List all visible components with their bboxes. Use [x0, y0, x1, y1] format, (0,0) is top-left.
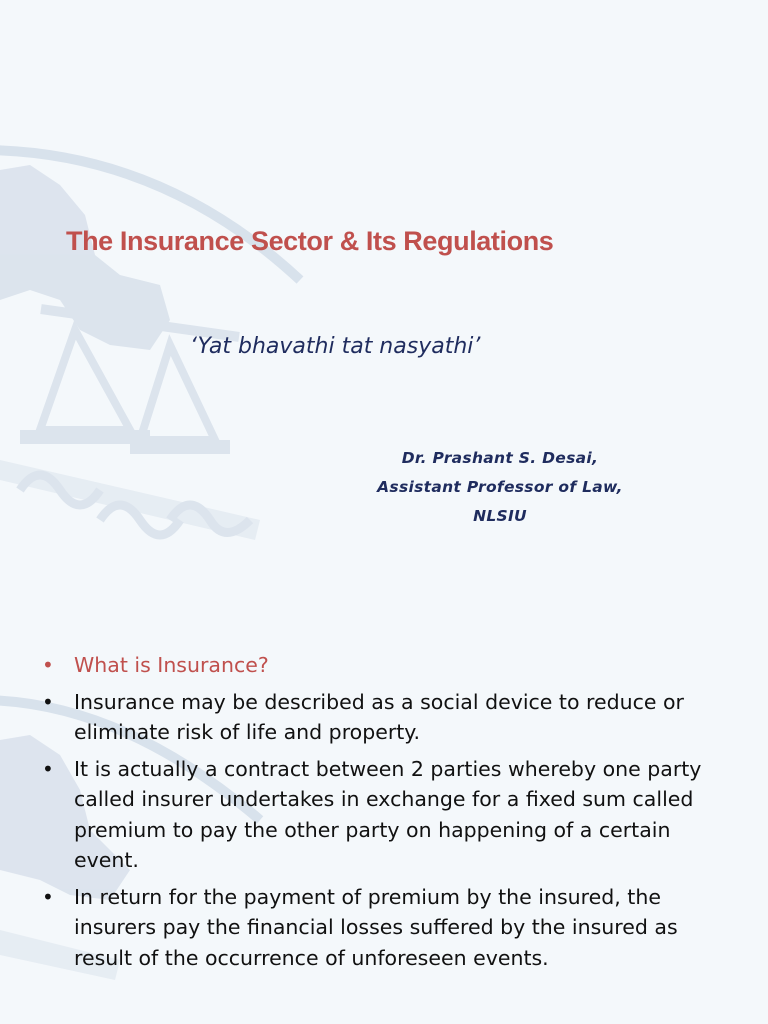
bullet-item-heading	[40, 650, 740, 681]
author-institution: NLSIU	[473, 507, 527, 525]
slide-title: The Insurance Sector & Its Regulations	[66, 226, 554, 256]
bullet-text: Insurance may be described as a social device to reduce or eliminate risk of life and property.	[74, 689, 684, 744]
author-block	[330, 444, 670, 531]
author-name: Dr. Prashant S. Desai,	[401, 449, 599, 467]
bullet-icon: •	[42, 689, 54, 714]
bullet-text: What is Insurance?	[74, 653, 269, 677]
bullet-item	[40, 754, 740, 876]
author-position: Assistant Professor of Law,	[377, 478, 623, 496]
bullet-text: In return for the payment of premium by the insured, the insurers pay the financial losses suffered by the insured as result of the occurrence of unforeseen events.	[74, 884, 678, 970]
bullet-item	[40, 687, 740, 748]
bullet-icon: •	[42, 884, 54, 909]
bullet-list	[40, 650, 740, 979]
bullet-item	[40, 882, 740, 974]
bullet-icon: •	[42, 756, 54, 781]
motto-quote: ‘Yat bhavathi tat nasyathi’	[190, 334, 481, 359]
bullet-icon: •	[42, 653, 54, 677]
bullet-text: It is actually a contract between 2 parties whereby one party called insurer undertakes in exchange for a fixed sum called premium to pay the other party on happening of a certain event.	[74, 756, 702, 872]
